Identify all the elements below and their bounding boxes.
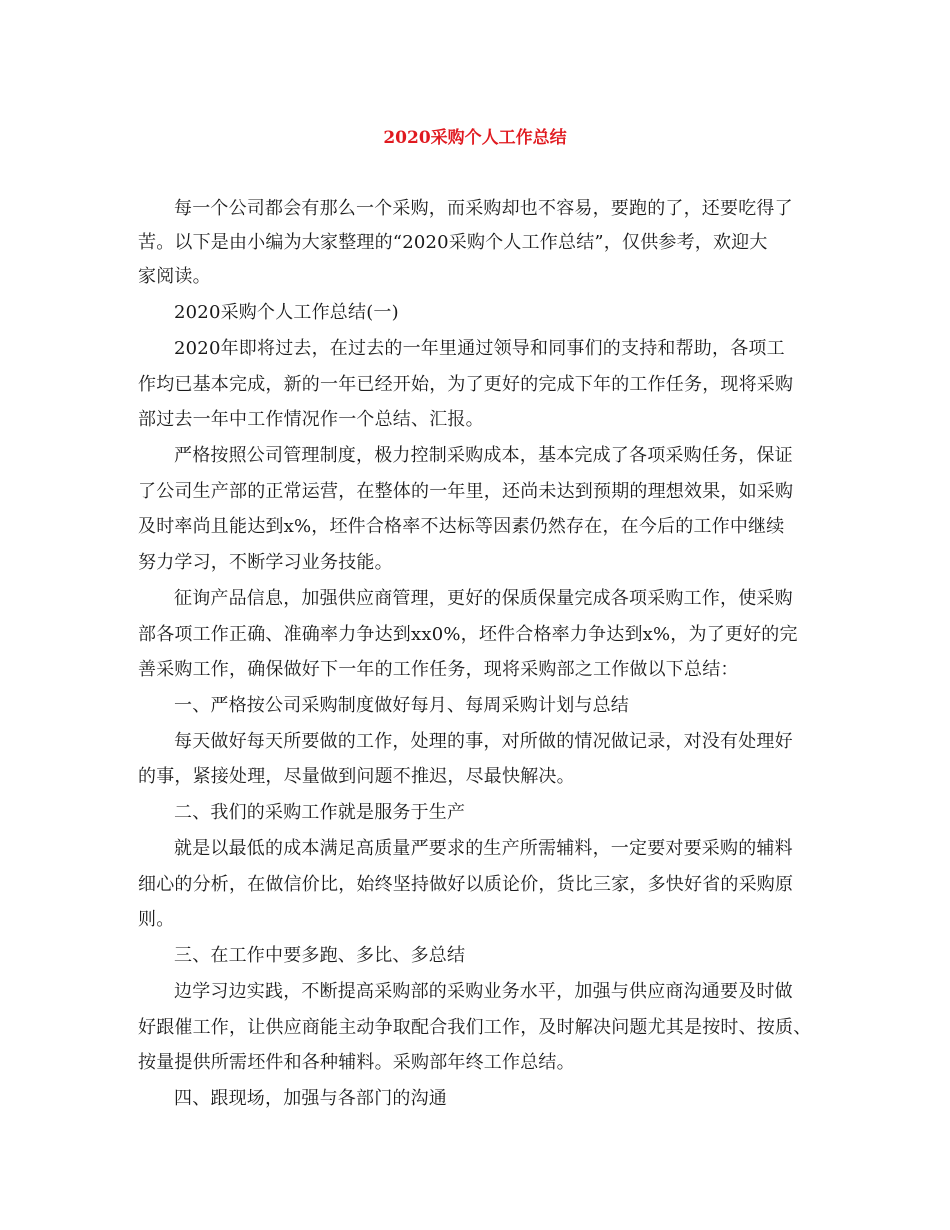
- text-line: 严格按照公司管理制度，极力控制采购成本，基本完成了各项采购任务，保证: [174, 445, 793, 466]
- section-heading: 三、在工作中要多跑、多比、多总结: [174, 945, 466, 966]
- text-line: 努力学习，不断学习业务技能。: [138, 552, 393, 573]
- text-line: 了公司生产部的正常运营，在整体的一年里，还尚未达到预期的理想效果，如采购: [138, 481, 794, 502]
- section-heading: 二、我们的采购工作就是服务于生产: [174, 802, 466, 823]
- text-line: 苦。以下是由小编为大家整理的“2020采购个人工作总结”，仅供参考，欢迎大: [138, 232, 768, 253]
- section-heading: 一、严格按公司采购制度做好每月、每周采购计划与总结: [174, 695, 629, 716]
- section-heading: 四、跟现场，加强与各部门的沟通: [174, 1088, 447, 1109]
- text-line: 2020年即将过去，在过去的一年里通过领导和同事们的支持和帮助，各项工: [174, 338, 785, 359]
- text-line: 的事，紧接处理，尽量做到问题不推迟，尽最快解决。: [138, 766, 575, 787]
- text-line: 好跟催工作，让供应商能主动争取配合我们工作，及时解决问题尤其是按时、按质、: [138, 1017, 812, 1038]
- text-line: 每天做好每天所要做的工作，处理的事，对所做的情况做记录，对没有处理好: [174, 731, 793, 752]
- text-line: 部过去一年中工作情况作一个总结、汇报。: [138, 409, 484, 430]
- text-line: 及时率尚且能达到x%，坯件合格率不达标等因素仍然存在，在今后的工作中继续: [138, 516, 785, 537]
- text-line: 边学习边实践，不断提高采购部的采购业务水平，加强与供应商沟通要及时做: [174, 981, 793, 1002]
- text-line: 作均已基本完成，新的一年已经开始，为了更好的完成下年的工作任务，现将采购: [138, 374, 794, 395]
- document-title: 2020采购个人工作总结: [383, 128, 567, 148]
- text-line: 部各项工作正确、准确率力争达到xx0%，坯件合格率力争达到x%，为了更好的完: [138, 624, 798, 645]
- text-line: 则。: [138, 909, 175, 930]
- text-line: 善采购工作，确保做好下一年的工作任务，现将采购部之工作做以下总结：: [138, 659, 739, 680]
- text-line: 就是以最低的成本满足高质量严要求的生产所需辅料，一定要对要采购的辅料: [174, 838, 793, 859]
- text-line: 2020采购个人工作总结(一): [174, 302, 399, 323]
- text-line: 征询产品信息，加强供应商管理，更好的保质保量完成各项采购工作，使采购: [174, 588, 793, 609]
- text-line: 按量提供所需坯件和各种辅料。采购部年终工作总结。: [138, 1052, 575, 1073]
- text-line: 家阅读。: [138, 266, 211, 287]
- text-line: 每一个公司都会有那么一个采购，而采购却也不容易，要跑的了，还要吃得了: [174, 198, 793, 219]
- text-line: 细心的分析，在做信价比，始终坚持做好以质论价，货比三家，多快好省的采购原: [138, 874, 794, 895]
